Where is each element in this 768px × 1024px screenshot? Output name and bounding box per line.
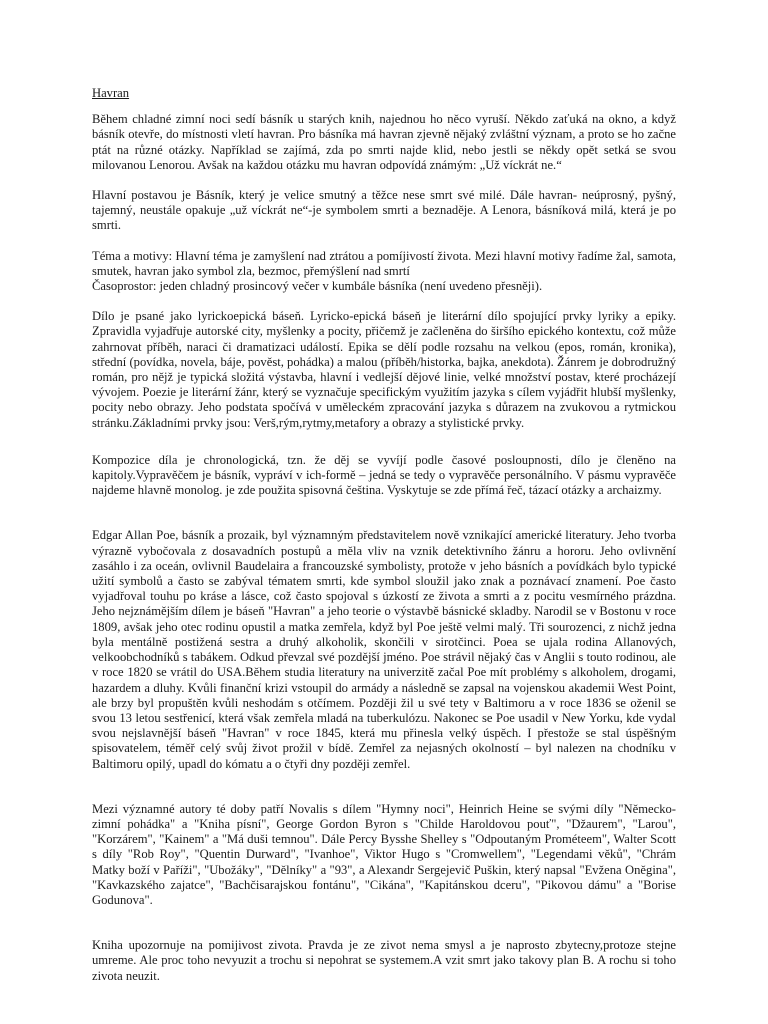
paragraph-plot: Během chladné zimní noci sedí básník u starých knih, najednou ho něco vyruší. Někdo zaťuká na okno, a když básník otevře, do místnosti vletí havran. Pro básníka má havran zjevně nějaký zvláštní význam, a proto se ho začne ptát na různé otázky. Například se zajímá, zda po smrti najde klid, nebo jestli se někdy opět setká se svou milovanou Lenorou. Avšak na každou otázku mu havran odpovídá známým: „Už víckrát ne.“: [92, 112, 676, 172]
paragraph-contemporaries: Mezi významné autory té doby patří Novalis s dílem "Hymny noci", Heinrich Heine se svými díly "Německo-zimní pohádka" a "Kniha písní", George Gordon Byron s "Childe Haroldovou pouť", "Džaurem", "Larou", "Korzárem", "Kainem" a "Má duši temnou". Dále Percy Bysshe Shelley s "Odpoutaným Prométeem", Walter Scott s díly "Rob Roy", "Quentin Durward", "Ivanhoe", Viktor Hugo s "Cromwellem", "Legendami věků", "Chrám Matky boží v Paříži", "Ubožáky", "Dělníky" a "93", a Alexandr Sergejevič Puškin, který napsal "Evžena Oněgina", "Kavkazského zajatce", "Bachčisarajskou fontánu", "Cikána", "Kapitánskou dceru", "Pikovou dámu" a "Borise Godunova".: [92, 801, 676, 907]
document-title: Havran: [92, 86, 130, 100]
paragraph-themes: Téma a motivy: Hlavní téma je zamyšlení nad ztrátou a pomíjivostí života. Mezi hlavní motivy řadíme žal, samota, smutek, havran jako symbol zla, bezmoc, přemýšlení nad smrtí: [92, 248, 676, 278]
paragraph-author: Edgar Allan Poe, básník a prozaik, byl významným představitelem nově vznikající americké literatury. Jeho tvorba výrazně vybočovala z dosavadních postupů a měla vliv na vznik detektivního žánru a hororu. Jeho ovlivnění zasáhlo i za oceán, ovlivnil Baudelaira a francouzské symbolisty, protože v jeho básních a povídkách bylo typické užití symbolů a často se zabýval tématem smrti, kde symbol sloužil jako znak a poznávací znamení. Poe často vyjadřoval touhu po kráse a lásce, což často spojoval s úzkostí ze života a smrti a z pocitu vesmírného prázdna. Jeho nejznámějším dílem je báseň "Havran" a jeho teorie o výstavbě básnické skladby. Narodil se v Bostonu v roce 1809, avšak jeho otec rodinu opustil a matka zemřela, když byl Poe ještě velmi malý. Tři sourozenci, z nichž jedna byla mentálně postižená sestra a druhý alkoholik, skončili v sirotčinci. Poea se ujala rodina Allanových, velkoobchodníků s tabákem. Odkud převzal své pozdější jméno. Poe strávil nějaký čas v Anglii s touto rodinou, ale v roce 1820 se vrátil do USA.Během studia literatury na univerzitě začal Poe mít problémy s alkoholem, drogami, hazardem a dluhy. Kvůli finanční krizi vstoupil do armády a následně se zapsal na vojenskou akademii West Point, ale brzy byl propuštěn kvůli neshodám s otčímem. Později žil u své tety v Baltimoru a v roce 1836 se oženil se svou 13 letou sestřenicí, která však zemřela mladá na tuberkulózu. Nakonec se Poe usadil v New Yorku, kde vydal svou nejslavnější báseň "Havran" v roce 1845, která mu přinesla velký úspěch. I přestože se stal úspěšným spisovatelem, téměř celý svůj život prožil v bídě. Zemřel za nejasných okolností – byl nalezen na chodníku v Baltimoru opilý, upadl do kómatu a o čtyři dny později zemřel.: [92, 528, 676, 771]
paragraph-composition: Kompozice díla je chronologická, tzn. že děj se vyvíjí podle časové posloupnosti, dílo je členěno na kapitoly.Vypravěčem je básník, vypráví v ich-formě – jedná se tedy o vypravěče personálního. V pásmu vypravěče najdeme hlavně monolog. je zde použita spisovná čeština. Vyskytuje se zde přímá řeč, tázací otázky a archaizmy.: [92, 452, 676, 498]
paragraph-opinion: Kniha upozornuje na pomijivost zivota. Pravda je ze zivot nema smysl a je naprosto zbytecny,protoze stejne umreme. Ale proc toho nevyuzit a trochu si nepohrat se systemem.A vzit smrt jako takovy plan B. A rochu si toho zivota neuzit.: [92, 938, 676, 983]
document-page: [92, 86, 676, 984]
paragraph-characters: Hlavní postavou je Básník, který je velice smutný a těžce nese smrt své milé. Dále havran- neúprosný, pyšný, tajemný, neustále opakuje „už víckrát ne“-je symbolem smrti a beznaděje. A Lenora, básníková milá, která je po smrti.: [92, 188, 676, 233]
paragraph-setting: Časoprostor: jeden chladný prosincový večer v kumbále básníka (není uvedeno přesněji).: [92, 279, 543, 294]
paragraph-genre: Dílo je psané jako lyrickoepická báseň. Lyricko-epická báseň je literární dílo spojující prvky lyriky a epiky. Zpravidla vyjadřuje autorské city, myšlenky a pocity, přičemž je začleněna do širšího epického kontextu, což může zahrnovat příběh, naraci či dramatizaci událostí. Epika se dělí podle rozsahu na velkou (epos, román, kronika), střední (povídka, novela, báje, pověst, pohádka) a malou (příběh/historka, bajka, anekdota). Žánrem je dobrodružný román, pro nějž je typická složitá výstavba, hlavní i vedlejší dějové linie, velké množství postav, které procházejí vývojem. Poezie je literární žánr, který se vyznačuje specifickým využitím jazyka s cílem vyjádřit hlubší myšlenky, pocity nebo obrazy. Jeho podstata spočívá v uměleckém zpracování jazyka s důrazem na zvukovou a rytmickou stránku.Základními prvky jsou: Verš,rým,rytmy,metafory a obrazy a stylistické prvky.: [92, 309, 676, 430]
